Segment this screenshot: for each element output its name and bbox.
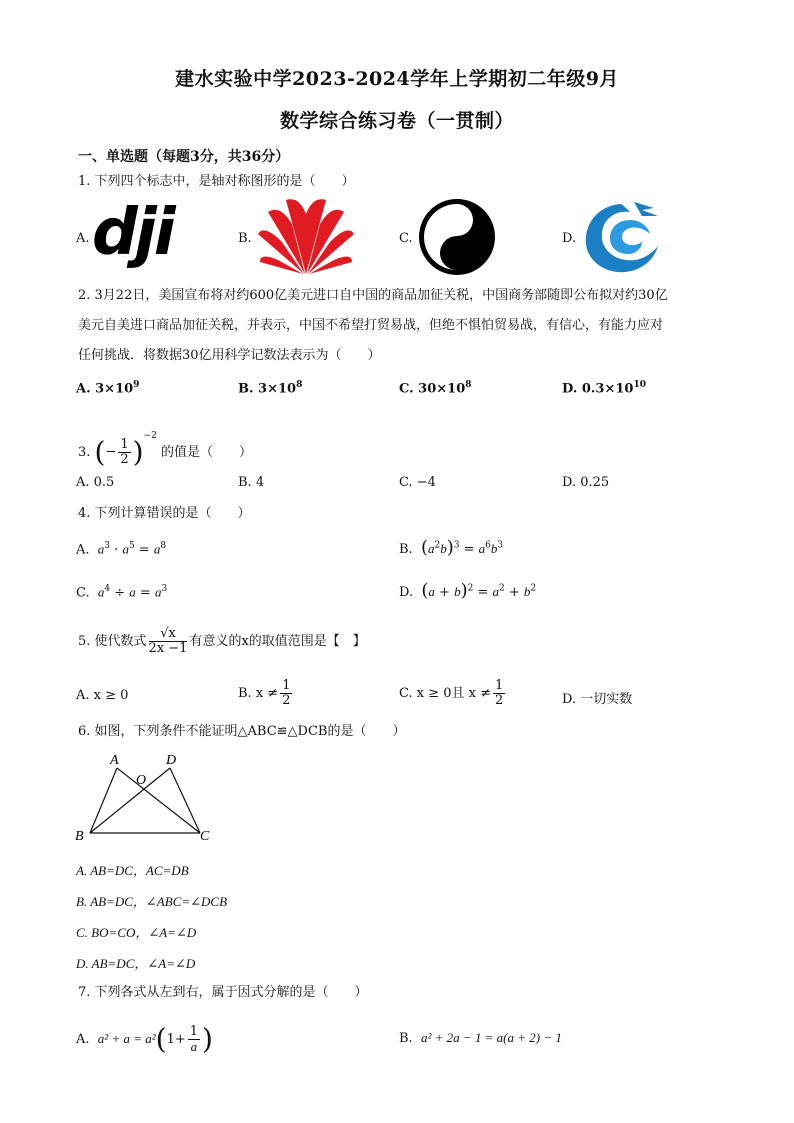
- q5-option-d: D. 一切实数: [562, 692, 633, 707]
- q3-option-a: A. 0.5: [76, 475, 115, 490]
- yinyang-circle-icon: [418, 198, 496, 276]
- q1-label-a: A.: [76, 231, 90, 246]
- q2-option-c: C. $30\times 10^8$: [399, 380, 472, 397]
- q3-option-b: B. 4: [238, 475, 265, 490]
- q1-label-d: D.: [562, 231, 577, 246]
- q4-option-d: D. $(a + b)^2 = a^2 + b^2$: [399, 580, 537, 601]
- q2-line3: 任何挑战．将数据30亿用科学记数法表示为（ ）: [78, 348, 381, 363]
- q3-option-d: D. 0.25: [562, 475, 610, 490]
- q2-line1: 2. 3月22日，美国宣布将对约600亿美元进口自中国的商品加征关税，中国商务部随即公布拟对约30亿: [78, 288, 668, 303]
- phoenix-swirl-icon: [580, 198, 662, 276]
- q3-stem: 3. (− $\frac{1}{2}$ )$^{-2}$ 的值是（ ）: [78, 431, 253, 469]
- q5-option-a: A. x ≥ 0: [76, 688, 129, 703]
- q4-option-a: A. $a^3 \cdot a^5 = a^8$: [76, 541, 167, 558]
- q5-option-b: B. x ≠ $\frac{1}{2}$: [238, 678, 291, 708]
- q7-option-a: A. a² + a = a²(1+ $\frac{1}{a}$ ): [76, 1022, 213, 1056]
- q2-option-b: B. $3\times 10^8$: [238, 380, 303, 397]
- q6-option-b: B. AB=DC，∠ABC=∠DCB: [76, 894, 228, 909]
- q4-stem: 4. 下列计算错误的是（ ）: [78, 506, 251, 521]
- q4-option-b: B. $(a^2b)^3 = a^6b^3$: [399, 537, 504, 558]
- q6-option-c: C. BO=CO，∠A=∠D: [76, 925, 197, 940]
- point-b-label: B: [75, 829, 84, 844]
- q2-option-a: A. $3\times 10^9$: [76, 380, 140, 397]
- q1-logo-a: [92, 196, 212, 270]
- q7-option-b: B. a² + 2a − 1 = a(a + 2) − 1: [399, 1030, 562, 1046]
- q1-stem: 1. 下列四个标志中，是轴对称图形的是（ ）: [78, 174, 355, 189]
- q3-option-c: C. −4: [399, 475, 436, 490]
- page-subtitle: 数学综合练习卷（一贯制）: [279, 110, 514, 132]
- point-a-label: A: [110, 753, 119, 768]
- q6-quadrilateral-figure: [70, 748, 220, 848]
- section-title: 一、单选题（每题3分，共36分）: [78, 149, 290, 165]
- q6-stem: 6. 如图，下列条件不能证明△ABC≌△DCB的是（ ）: [78, 724, 406, 739]
- q5-option-c: C. x ≥ 0且 x ≠ $\frac{1}{2}$: [399, 678, 504, 708]
- dji-logo-text: dji: [92, 196, 173, 270]
- point-c-label: C: [200, 829, 210, 844]
- point-o-label: O: [136, 773, 147, 788]
- q1-label-c: C.: [399, 231, 413, 246]
- q6-option-a: A. AB=DC，AC=DB: [76, 863, 189, 878]
- q2-option-d: D. $0.3\times 10^{10}$: [562, 380, 646, 397]
- q1-label-b: B.: [238, 231, 252, 246]
- page-title: 建水实验中学2023-2024学年上学期初二年级9月: [175, 68, 619, 90]
- q6-option-d: D. AB=DC，∠A=∠D: [76, 956, 196, 971]
- huawei-petals-icon: [256, 196, 356, 276]
- q5-stem: 5. 使代数式 $\frac{√x}{2x -1}$ 有意义的x的取值范围是【 】: [78, 626, 366, 656]
- q4-option-c: C. $a^4 \div a = a^3$: [76, 584, 168, 601]
- q7-stem: 7. 下列各式从左到右，属于因式分解的是（ ）: [78, 985, 368, 1000]
- point-d-label: D: [166, 753, 177, 768]
- q2-line2: 美元自美进口商品加征关税，并表示，中国不希望打贸易战，但绝不惧怕贸易战，有信心，有能力应对: [78, 318, 664, 333]
